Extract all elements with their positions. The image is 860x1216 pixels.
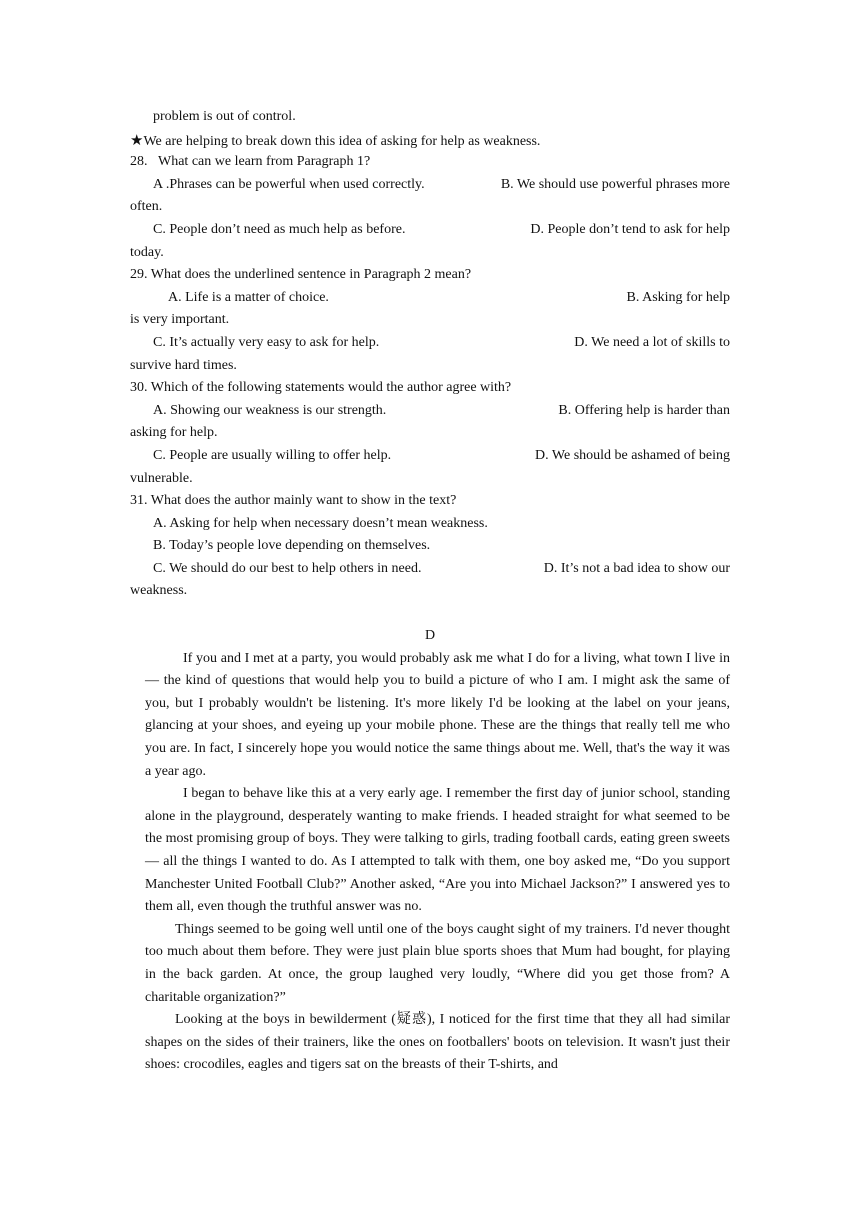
passage-paragraph-2: I began to behave like this at a very early age. I remember the first day of junior school, standing alone in the playground, desperately wanting to make friends. I headed straight for what seemed to be the most promising group of boys. They were talking to girls, trading football cards, eating green sweets — all the things I wanted to do. As I attempted to talk with them, one boy asked me, “Do you support Manchester United Football Club?” Another asked, “Are you into Michael Jackson?” I answered yes to them all, even though the truthful answer was no. (145, 786, 730, 915)
question-29-row-ab (130, 287, 730, 310)
question-31-stem: 31. What does the author mainly want to show in the text? (130, 493, 457, 509)
question-30-option-b: B. Offering help is harder than (558, 402, 730, 418)
question-28-option-a: A .Phrases can be powerful when used correctly. (153, 176, 425, 192)
section-gap (130, 603, 730, 625)
question-31-option-d-wrap: weakness. (130, 583, 188, 599)
intro-star-line (130, 129, 730, 152)
question-28-row-ab (130, 174, 730, 197)
passage-paragraph-4: Looking at the boys in bewilderment (疑惑), I noticed for the first time that they all had similar shapes on the sides of their trainers, like the ones on footballers' boots on television. It wasn't just their shoes: crocodiles, eagles and tigers sat on the breasts of their T-shirts, and (145, 1012, 730, 1073)
document-page (130, 106, 730, 1077)
question-28-stem: 28. What can we learn from Paragraph 1? (130, 154, 371, 170)
question-31-option-d: D. It’s not a bad idea to show our (543, 560, 730, 576)
intro-star-text: We are helping to break down this idea of asking for help as weakness. (143, 133, 541, 149)
question-30-stem: 30. Which of the following statements would the author agree with? (130, 380, 512, 396)
question-31-option-b: B. Today’s people love depending on themselves. (153, 538, 431, 554)
question-29-row-cd (130, 332, 730, 355)
question-31-option-c: C. We should do our best to help others in need. (153, 560, 422, 576)
question-29-option-d: D. We need a lot of skills to (574, 334, 730, 350)
passage-paragraph-3: Things seemed to be going well until one of the boys caught sight of my trainers. I'd never thought too much about them before. They were just plain blue sports shoes that Mum had bought, for playing in the back garden. At once, the group laughed very loudly, “Where did you get those from? A charitable organization?” (145, 921, 730, 1005)
intro-line: problem is out of control. (153, 109, 296, 124)
question-30-option-d-wrap: vulnerable. (130, 470, 193, 486)
question-28-option-d-wrap: today. (130, 244, 164, 260)
question-28-option-b: B. We should use powerful phrases more (500, 176, 730, 192)
question-28-option-c: C. People don’t need as much help as before. (153, 221, 406, 237)
question-30-option-d: D. We should be ashamed of being (535, 447, 730, 463)
question-29-option-c: C. It’s actually very easy to ask for help. (153, 334, 380, 350)
question-31-row-cd (130, 558, 730, 581)
question-30-option-c: C. People are usually willing to offer help. (153, 447, 392, 463)
question-31-option-a: A. Asking for help when necessary doesn’t mean weakness. (153, 515, 488, 531)
section-d-heading: D (424, 628, 436, 644)
passage-paragraph-1: If you and I met at a party, you would probably ask me what I do for a living, what town I live in — the kind of questions that would help you to build a picture of who I am. I might ask the same of you, but I probably wouldn't be listening. It's more likely I'd be looking at the label on your jeans, glancing at your shoes, and eyeing up your mobile phone. These are the things that really tell me who you are. In fact, I sincerely hope you would notice the same things about me. Well, that's the way it was a year ago. (145, 650, 730, 779)
question-29-option-d-wrap: survive hard times. (130, 357, 237, 373)
question-30-row-cd (130, 445, 730, 468)
section-d-passage (130, 648, 730, 1077)
question-28-option-b-wrap: often. (130, 199, 163, 215)
question-29-option-a: A. Life is a matter of choice. (168, 289, 329, 305)
question-30-option-a: A. Showing our weakness is our strength. (153, 402, 387, 418)
question-28-option-d: D. People don’t tend to ask for help (530, 221, 730, 237)
star-icon: ★ (130, 130, 144, 149)
question-29-option-b: B. Asking for help (626, 289, 730, 305)
question-29-option-b-wrap: is very important. (130, 312, 230, 328)
question-29-stem: 29. What does the underlined sentence in Paragraph 2 mean? (130, 267, 472, 283)
question-30-row-ab (130, 400, 730, 423)
question-30-option-b-wrap: asking for help. (130, 425, 218, 441)
question-28-row-cd (130, 219, 730, 242)
